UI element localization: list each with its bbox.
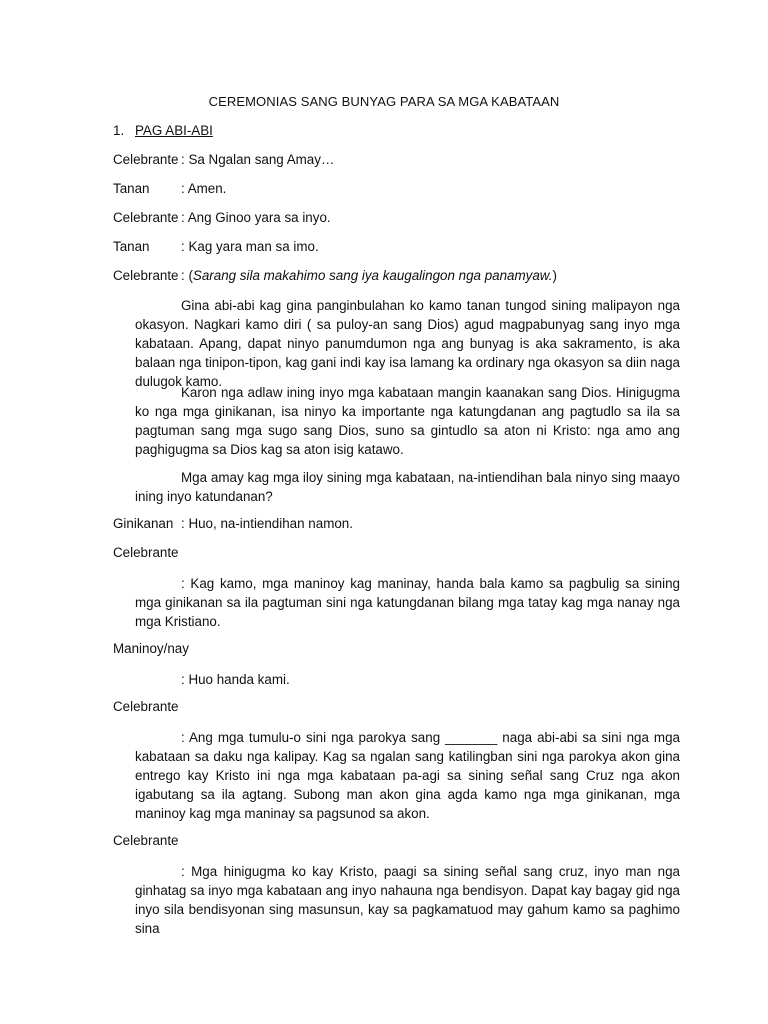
dialog-line [113, 239, 319, 254]
dialog-prefix: : ( [181, 268, 193, 283]
dialog-text: : Sa Ngalan sang Amay… [181, 152, 335, 167]
speaker-label: Celebrante [113, 545, 179, 560]
paragraph [135, 296, 680, 391]
speaker-label: Celebrante [113, 699, 179, 714]
speaker-label: Tanan [113, 181, 150, 196]
dialog-line [113, 181, 226, 196]
dialog-text: : Ang Ginoo yara sa inyo. [181, 210, 331, 225]
dialog-text: : Kag kamo, mga maninoy kag maninay, handa bala kamo sa pagbulig sa sining mga ginikanan sa ila pagtuman sini nga katungdanan bilang mga tatay kag mga nanay nga mga Kristiano. [135, 576, 680, 629]
speaker-line [113, 833, 179, 848]
section-heading [113, 123, 213, 138]
dialog-text: : Huo handa kami. [181, 672, 290, 687]
paragraph [135, 468, 680, 506]
stage-direction: Sarang sila makahimo sang iya kaugalingon nga panamyaw. [192, 268, 553, 283]
section-number: 1. [113, 123, 125, 138]
dialog-text: : Mga hinigugma ko kay Kristo, paagi sa sining señal sang cruz, inyo man nga ginhatag sa inyo mga kabataan ang inyo nahauna nga bendisyon. Dapat kay bagay gid nga inyo sila bendisyonan sing masunsun, kay sa pagkamatuod may gahum kamo sa paghimo sina [135, 864, 680, 936]
speaker-label: Maninoy/nay [113, 641, 189, 656]
speaker-line [113, 545, 179, 560]
paragraph-text: Mga amay kag mga iloy sining mga kabataan, na-intiendihan bala ninyo sing maayo ining inyo katundanan? [135, 470, 680, 504]
paragraph-text: Gina abi-abi kag gina panginbulahan ko kamo tanan tungod sining malipayon nga okasyon. Nagkari kamo diri ( sa puloy-an sang Dios) agud magpabunyag sang inyo mga kabataan. Apang, dapat ninyo panumdumon nga ang bunyag is aka sakramento, is aka balaan nga tinipon-tipon, kag gani indi kay isa lamang ka ordinary nga okasyon sa diin naga dulugok kamo. [135, 298, 680, 389]
paragraph [135, 383, 680, 459]
dialog-line [113, 516, 353, 531]
dialog-text: : Amen. [181, 181, 227, 196]
speaker-line [113, 641, 189, 656]
dialog-paragraph [135, 862, 680, 938]
dialog-text: : Ang mga tumulu-o sini nga parokya sang _______ naga abi-abi sa sini nga mga kabataan sa daku nga kalipay. Kag sa ngalan sang katilingban sini nga parokya akon gina entrego kay Kristo ini nga mga kabataan pa-agi sa sining señal sang Cruz nga akon igabutang sa ila agtang. Subong man akon gina agda kamo nga mga ginikanan, mga maninoy kag mga maninay sa pagsunod sa akon. [135, 730, 680, 821]
speaker-label: Celebrante [113, 833, 179, 848]
dialog-text: : Huo, na-intiendihan namon. [181, 516, 353, 531]
dialog-paragraph [135, 574, 680, 631]
speaker-line [113, 699, 179, 714]
dialog-paragraph [135, 728, 680, 823]
speaker-label: Tanan [113, 239, 150, 254]
section-label: PAG ABI-ABI [135, 123, 213, 138]
dialog-text: : Kag yara man sa imo. [181, 239, 319, 254]
document-title: CEREMONIAS SANG BUNYAG PARA SA MGA KABATAAN [208, 94, 560, 109]
dialog-paragraph [135, 670, 680, 689]
speaker-label: Celebrante [113, 210, 179, 225]
speaker-label: Ginikanan [113, 516, 174, 531]
speaker-label: Celebrante [113, 152, 179, 167]
dialog-line [113, 210, 331, 225]
speaker-label: Celebrante [113, 268, 179, 283]
paragraph-text: Karon nga adlaw ining inyo mga kabataan mangin kaanakan sang Dios. Hinigugma ko nga mga ginikanan, isa ninyo ka importante nga katungdanan ang pagtudlo sa ila sa pagtuman sang mga sugo sang Dios, suno sa gintudlo sa aton ni Kristo: nga amo ang paghigugma sa Dios kag sa aton isig katawo. [135, 385, 680, 457]
dialog-suffix: ) [552, 268, 557, 283]
dialog-line [113, 268, 557, 283]
dialog-line [113, 152, 334, 167]
